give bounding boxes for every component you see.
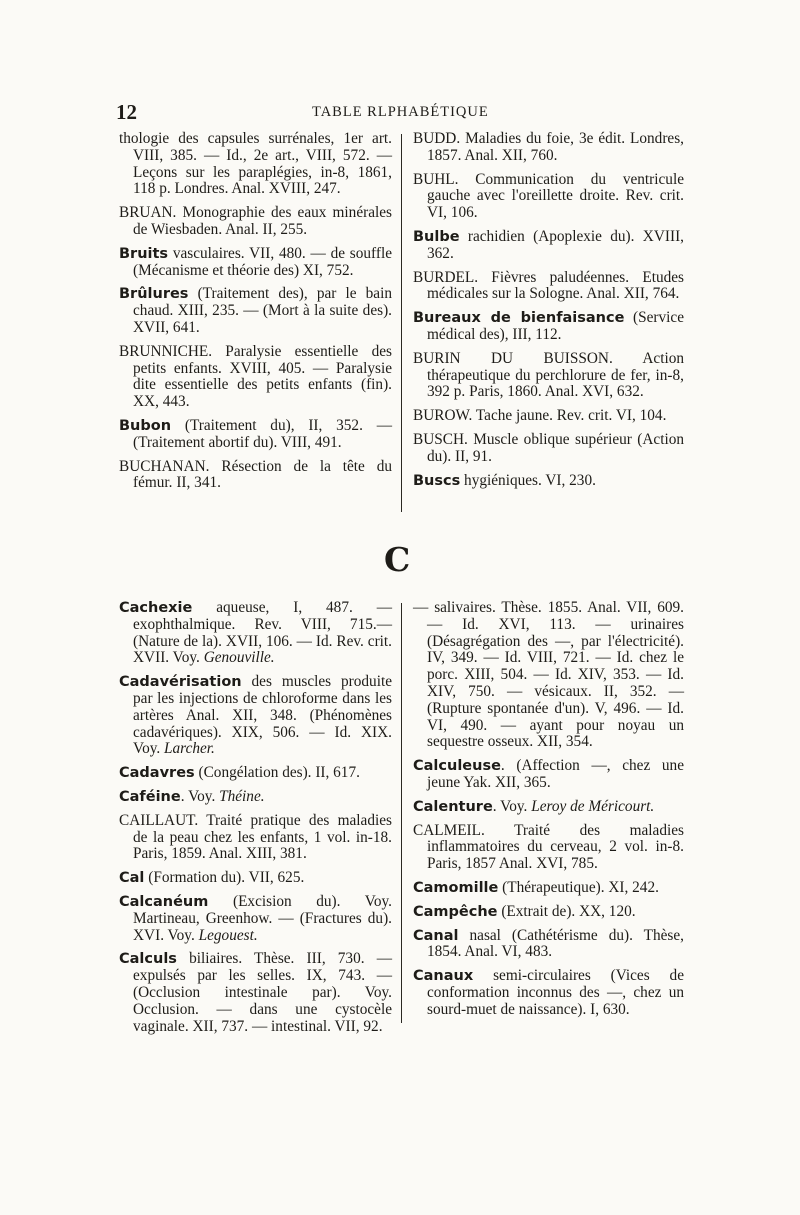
index-entry	[119, 674, 392, 758]
entry-crossref: Leroy de Méricourt.	[531, 797, 655, 815]
entry-text: (Thérapeutique). XI, 242.	[498, 878, 659, 896]
index-entry	[119, 765, 392, 782]
index-entry	[413, 473, 684, 490]
entry-keyword: Calculs	[119, 951, 177, 968]
entry-text: BRUAN. Monographie des eaux minérales de Wiesbaden. Anal. II, 255.	[119, 204, 392, 238]
column-divider-top	[401, 134, 402, 512]
index-entry	[119, 131, 392, 198]
index-entry	[413, 928, 684, 962]
running-head: TABLE RLPHABÉTIQUE	[312, 104, 489, 120]
entry-text: BURIN DU BUISSON. Action thérapeutique du perchlorure de fer, in-8, 392 p. Paris, 1860. Anal. XVI, 632.	[413, 349, 684, 401]
index-entry	[413, 310, 684, 344]
index-entry	[119, 459, 392, 493]
entry-text: aqueuse, I, 487. — exophthalmique. Rev. VIII, 715.— (Nature de la). XVII, 106. — Id. Rev. crit. XVII. Voy.	[133, 599, 392, 667]
entry-keyword: Canaux	[413, 968, 474, 985]
index-entry	[119, 951, 392, 1035]
index-entry	[413, 270, 684, 304]
entry-text: BUROW. Tache jaune. Rev. crit. VI, 104.	[413, 407, 667, 425]
index-entry	[119, 205, 392, 239]
column-top-right	[413, 131, 684, 496]
index-entry	[119, 418, 392, 452]
entry-text: (Traitement du), II, 352. — (Traitement abortif du). VIII, 491.	[133, 416, 392, 451]
index-entry	[413, 229, 684, 263]
entry-keyword: Calenture	[413, 798, 493, 815]
entry-keyword: Cadavérisation	[119, 674, 242, 691]
entry-text: (Formation du). VII, 625.	[144, 869, 305, 887]
entry-text: (Traitement des), par le bain chaud. XIII, 235. — (Mort à la suite des). XVII, 641.	[133, 285, 392, 336]
entry-keyword: Canal	[413, 927, 459, 944]
index-entry	[119, 813, 392, 863]
entry-keyword: Bruits	[119, 245, 169, 262]
entry-text: CAILLAUT. Traité pratique des maladies de la peau chez les enfants, 1 vol. in-18. Paris, 1859. Anal. XIII, 381.	[119, 811, 392, 863]
entry-text: BUSCH. Muscle oblique supérieur (Action du). II, 91.	[413, 430, 684, 465]
entry-crossref: Genouville.	[203, 649, 275, 667]
entry-crossref: Legouest.	[198, 926, 258, 944]
column-bottom-right	[413, 600, 684, 1026]
entry-text: (Congélation des). II, 617.	[194, 764, 360, 782]
index-entry	[413, 172, 684, 222]
entry-text: hygiéniques. VI, 230.	[460, 471, 596, 489]
entry-keyword: Cal	[119, 870, 145, 887]
index-entry	[119, 870, 392, 887]
index-entry	[413, 432, 684, 466]
index-entry	[413, 968, 684, 1018]
column-bottom-left	[119, 600, 392, 1042]
entry-text: . Voy.	[492, 797, 532, 815]
index-entry	[413, 351, 684, 401]
entry-text: (Excision du). Voy. Martineau, Greenhow. — (Fractures du). XVI. Voy.	[133, 892, 392, 944]
index-entry	[413, 823, 684, 873]
entry-crossref: Théine.	[219, 787, 265, 805]
entry-keyword: Bureaux de bienfaisance	[413, 310, 625, 327]
entry-text: — salivaires. Thèse. 1855. Anal. VII, 609. — Id. XVI, 113. — urinaires (Désagrégation des —, par l'électricité). IV, 349. — Id. VIII, 721. — Id. chez le porc. XIII, 504. — Id. XIV, 353. — Id. XIV, 750. — vésicaux. II, 352. — (Rupture spontanée d'un). V, 496. — Id. VI, 490. — ayant pour noyau un sequestre osseux. XII, 354.	[413, 599, 684, 751]
entry-text: BURDEL. Fièvres paludéennes. Etudes médicales sur la Sologne. Anal. XII, 764.	[413, 268, 684, 303]
entry-text: semi-circulaires (Vices de conformation inconnus des —, chez un sourd-muet de naissance). I, 630.	[427, 967, 684, 1018]
entry-keyword: Caféine	[119, 788, 181, 805]
entry-text: . Voy.	[180, 787, 220, 805]
index-entry	[119, 344, 392, 411]
index-entry	[119, 894, 392, 944]
index-entry	[119, 789, 392, 806]
entry-text: (Extrait de). XX, 120.	[497, 902, 636, 920]
index-entry	[119, 286, 392, 336]
entry-text: thologie des capsules surrénales, 1er art. VIII, 385. — Id., 2e art., VIII, 572. — Leçons sur les paraplégies, in-8, 1861, 118 p. Londres. Anal. XVIII, 247.	[119, 130, 392, 198]
page-number: 12	[116, 100, 137, 124]
index-entry	[413, 758, 684, 792]
entry-text: BUHL. Communication du ventricule gauche avec l'oreillette droite. Rev. crit. VI, 106.	[413, 170, 684, 222]
index-entry	[119, 600, 392, 667]
index-entry	[413, 799, 684, 816]
index-entry	[413, 880, 684, 897]
column-top-left	[119, 131, 392, 499]
entry-text: BRUNNICHE. Paralysie essentielle des petits enfants. XVIII, 405. — Paralysie dite essentielle des petits enfants (fin). XX, 443.	[119, 342, 392, 411]
entry-keyword: Buscs	[413, 472, 461, 489]
entry-keyword: Bulbe	[413, 228, 460, 245]
entry-text: rachidien (Apoplexie du). XVIII, 362.	[427, 227, 684, 262]
index-entry	[413, 904, 684, 921]
entry-text: CALMEIL. Traité des maladies inflammatoires du cerveau, 2 vol. in-8. Paris, 1857 Anal. XVI, 785.	[413, 821, 684, 873]
entry-keyword: Camomille	[413, 879, 499, 896]
entry-keyword: Calcanéum	[119, 893, 209, 910]
entry-text: (Service médical des), III, 112.	[427, 309, 684, 343]
entry-keyword: Calculeuse	[413, 758, 501, 775]
entry-keyword: Brûlures	[119, 286, 189, 303]
entry-text: des muscles produite par les injections de chloroforme dans les artères Anal. XII, 348. (Phénomènes cadavériques). XIX, 506. — Id. XIX. Voy.	[133, 673, 392, 758]
entry-text: biliaires. Thèse. III, 730. — expulsés par les selles. IX, 743. — (Occlusion intestinale par). Voy. Occlusion. — dans une cystocèle vaginale. XII, 737. — intestinal. VII, 92.	[133, 950, 392, 1035]
index-entry	[413, 131, 684, 165]
entry-crossref: Larcher.	[164, 740, 215, 758]
entry-keyword: Cachexie	[119, 600, 193, 616]
entry-text: . (Affection —, chez une jeune Yak. XII, 365.	[427, 757, 684, 791]
entry-keyword: Cadavres	[119, 765, 195, 782]
column-divider-bottom	[401, 603, 402, 1023]
entry-text: BUDD. Maladies du foie, 3e édit. Londres, 1857. Anal. XII, 760.	[413, 130, 684, 164]
index-entry	[413, 408, 684, 425]
index-entry	[413, 600, 684, 751]
entry-text: vasculaires. VII, 480. — de souffle (Mécanisme et théorie des) XI, 752.	[133, 244, 392, 279]
entry-keyword: Bubon	[119, 417, 172, 434]
entry-text: BUCHANAN. Résection de la tête du fémur. II, 341.	[119, 457, 392, 492]
section-letter: C	[384, 540, 411, 579]
entry-keyword: Campêche	[413, 903, 498, 920]
index-entry	[119, 246, 392, 280]
entry-text: nasal (Cathétérisme du). Thèse, 1854. Anal. VI, 483.	[427, 926, 684, 961]
